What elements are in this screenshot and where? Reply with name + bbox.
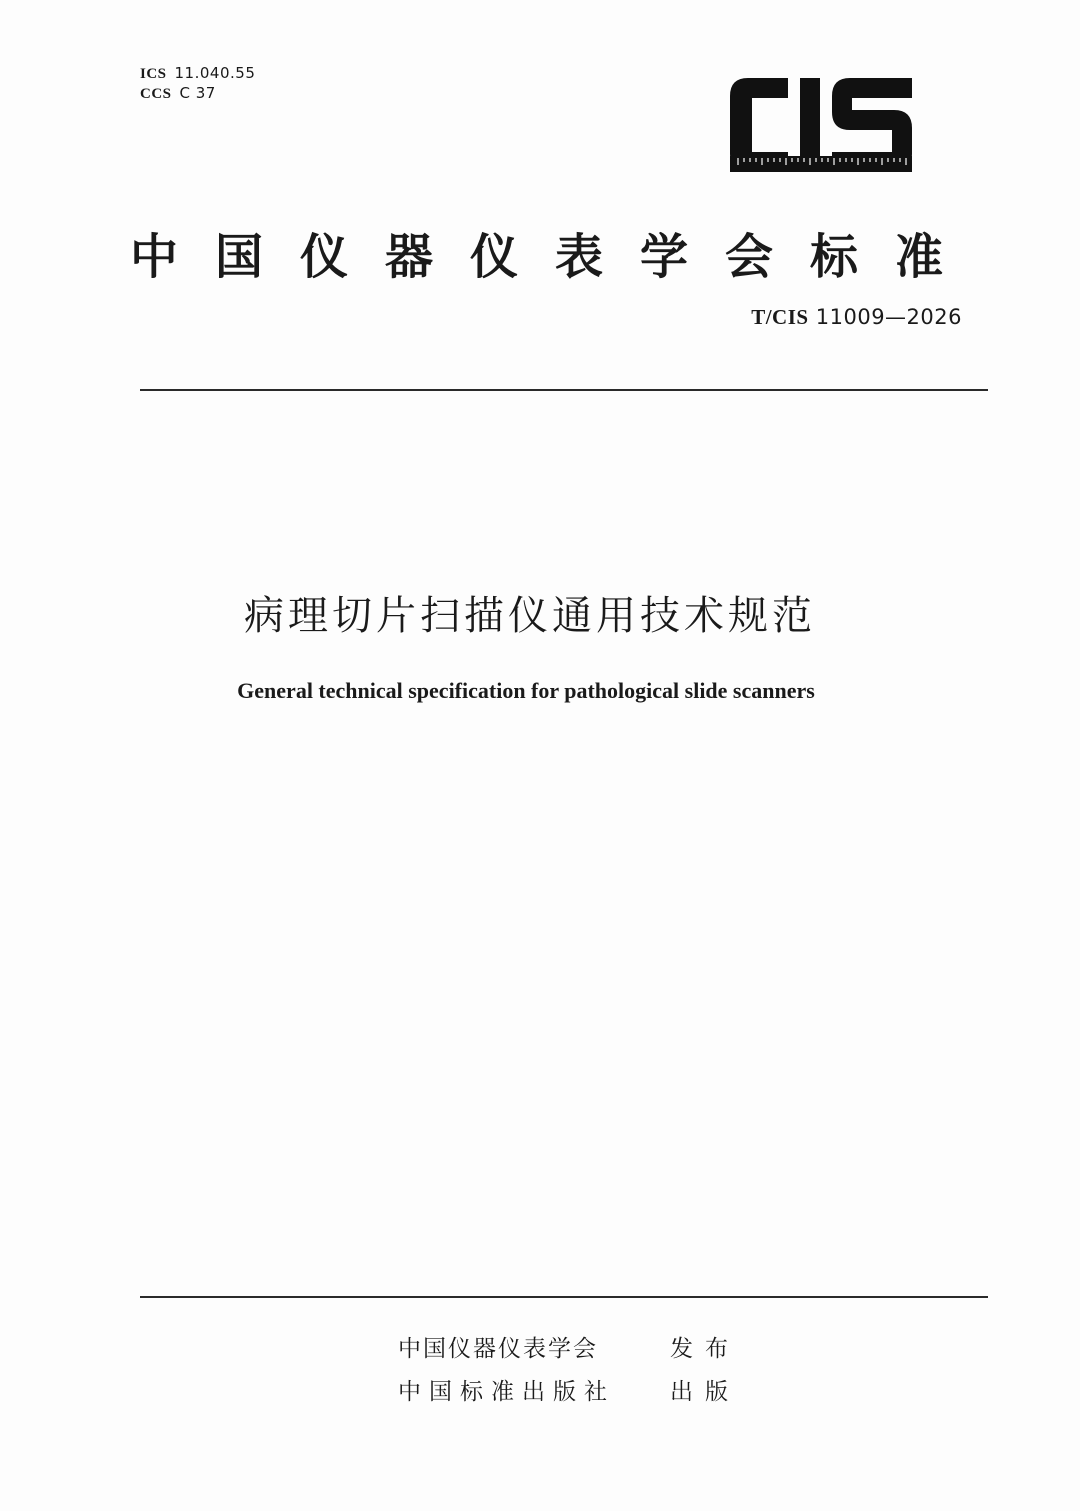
- standard-series-title: 中国仪器仪表学会标准: [129, 229, 980, 285]
- classification-codes: [140, 64, 255, 104]
- cis-ruler-logo-icon: [726, 72, 916, 178]
- bottom-divider: [140, 1296, 988, 1298]
- ics-label: ICS: [140, 66, 167, 82]
- standard-number-prefix: T/CIS: [751, 305, 809, 329]
- ccs-value: C 37: [179, 84, 216, 102]
- ccs-code-row: [140, 84, 255, 104]
- document-title-chinese: 病理切片扫描仪通用技术规范: [244, 593, 816, 639]
- ccs-label: CCS: [140, 86, 172, 102]
- issuer-row: [398, 1328, 740, 1371]
- document-title-english: General technical specification for pathological slide scanners: [237, 678, 815, 703]
- publisher-block: [398, 1328, 740, 1414]
- press-name: 中国标准出版社: [398, 1379, 615, 1405]
- press-action: 出版: [670, 1379, 740, 1405]
- ics-value: 11.040.55: [174, 64, 256, 82]
- issuer-name: 中国仪器仪表学会: [398, 1336, 598, 1362]
- standard-number-value: 11009—2026: [815, 305, 962, 329]
- press-row: [398, 1371, 740, 1414]
- top-divider: [140, 389, 988, 391]
- ics-code-row: [140, 64, 255, 84]
- standard-number: [751, 305, 962, 330]
- issuer-action: 发布: [670, 1336, 740, 1362]
